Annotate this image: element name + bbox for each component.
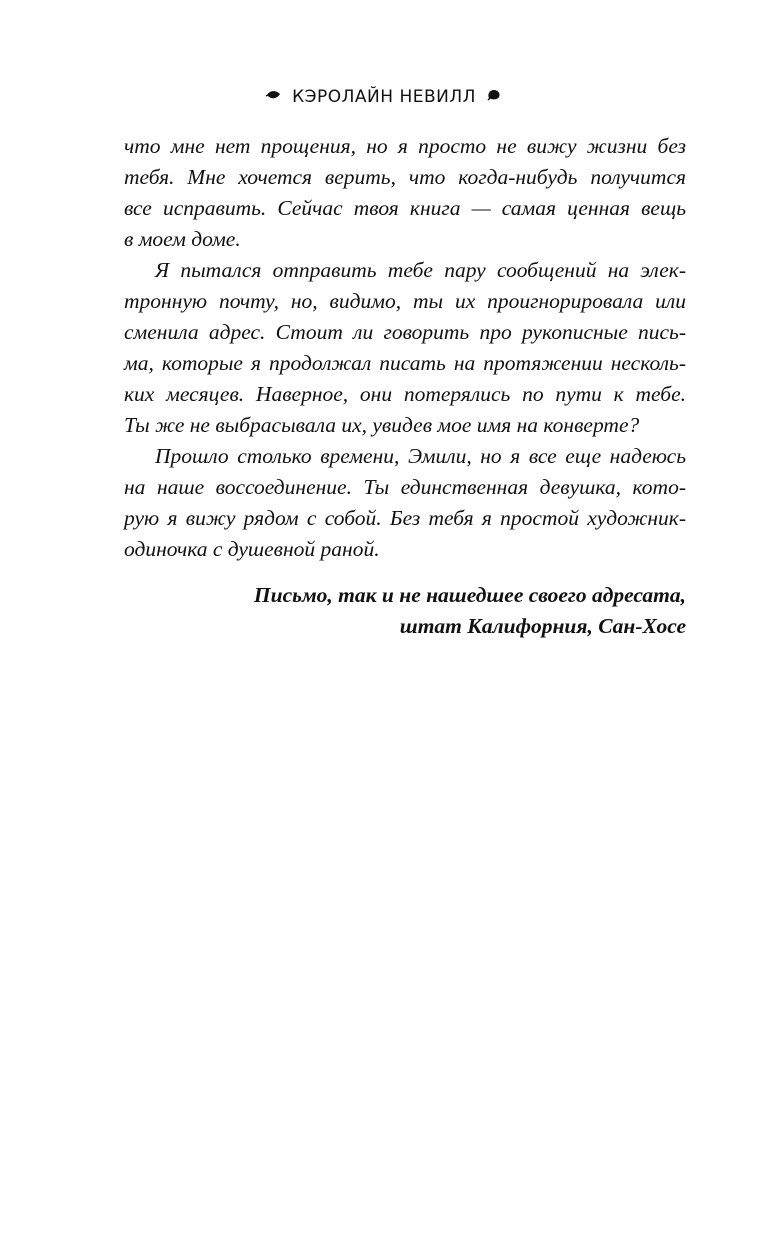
text-line: тронную почту, но, видимо, ты их проигнорировала или: [124, 289, 686, 313]
text-line: на наше воссоединение. Ты единственная девушка, кото-: [124, 475, 686, 499]
text-line: сменила адрес. Стоит ли говорить про рукописные пись-: [124, 320, 686, 344]
text-line: Прошло столько времени, Эмили, но я все еще надеюсь: [155, 444, 686, 468]
letter-body: [124, 131, 686, 565]
text-line: ма, которые я продолжал писать на протяжении несколь-: [124, 351, 686, 375]
signature-line: Письмо, так и не нашедшее своего адресата,: [253, 583, 686, 607]
paragraph: [124, 441, 686, 565]
running-header: [0, 84, 768, 110]
text-line: все исправить. Сейчас твоя книга — самая ценная вещь: [124, 196, 686, 220]
text-line: рую я вижу рядом с собой. Без тебя я простой художник-: [124, 506, 686, 530]
text-line: тебя. Мне хочется верить, что когда-нибудь получится: [124, 165, 686, 189]
text-line: Я пытался отправить тебе пару сообщений на элек-: [155, 258, 686, 282]
paragraph: [124, 255, 686, 441]
paragraph: [124, 131, 686, 255]
text-line: в моем доме.: [124, 227, 241, 251]
text-line: Ты же не выбрасывала их, увидев мое имя на конверте?: [124, 413, 640, 437]
text-line: ких месяцев. Наверное, они потерялись по пути к тебе.: [124, 382, 686, 406]
leaf-ornament-icon: [486, 88, 502, 102]
author-name: КЭРОЛАЙН НЕВИЛЛ: [292, 87, 476, 107]
leaf-ornament-icon: [266, 88, 282, 102]
letter-signature: [124, 580, 686, 642]
text-line: что мне нет прощения, но я просто не вижу жизни без: [124, 134, 686, 158]
text-line: одиночка с душевной раной.: [124, 537, 380, 561]
signature-line: штат Калифорния, Сан-Хосе: [399, 614, 686, 638]
